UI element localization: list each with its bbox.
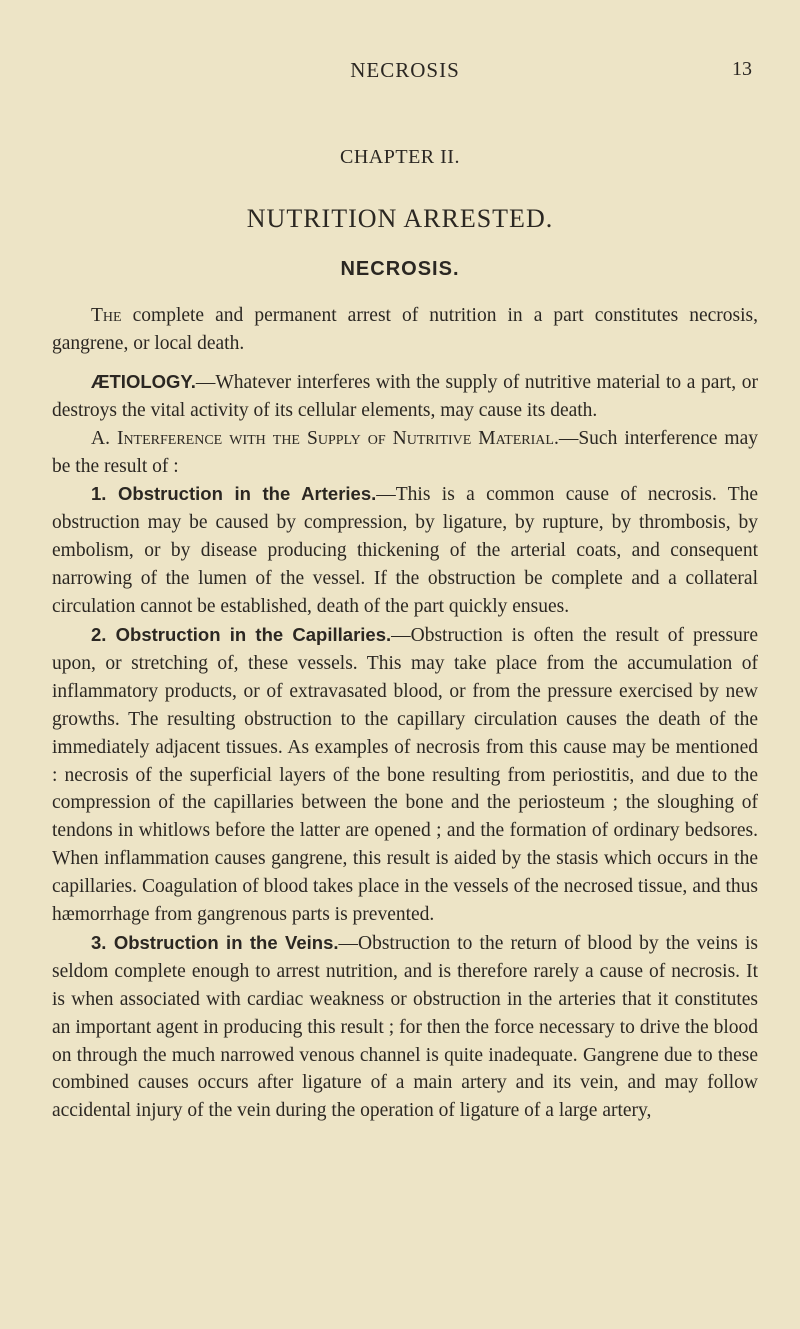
intro-lead-word: The [91,305,122,326]
subsection-a-heading: A. Interference with the Supply of Nutritive Material. [91,427,559,449]
item-veins-paragraph [52,929,758,1125]
aetiology-paragraph [52,368,758,425]
subsection-a-text: —Such interference may be the result of : [52,427,758,477]
running-head [52,58,758,84]
subsection-a-paragraph [52,425,758,481]
item-veins-text: —Obstruction to the return of blood by the veins is seldom complete enough to arrest nutrition, and is therefore rarely a cause of necrosis. It is when associated with cardiac weakness or obstruction in the arteries that it constitutes an important agent in producing this result ; for then the force necessary to drive the blood on through the much narrowed venous channel is quite inadequate. Gangrene due to these combined causes occurs after ligature of a main artery and its vein, and may follow accidental injury of the vein during the operation of ligature of a large artery, [52,932,758,1122]
running-title: NECROSIS [350,58,460,82]
item-arteries-text: —This is a common cause of necrosis. The obstruction may be caused by compression, by ligature, by rupture, by thrombosis, by embolism, or by disease producing thickening of the arterial coats, and consequent narrowing of the lumen of the vessel. If the obstruction be complete and a collateral circulation cannot be established, death of the part quickly ensues. [52,484,759,618]
part-title: NUTRITION ARRESTED. [246,204,554,233]
item-capillaries-heading: 2. Obstruction in the Capillaries. [91,623,392,645]
item-veins-heading: 3. Obstruction in the Veins. [91,931,339,953]
intro-text: complete and permanent arrest of nutrition in a part constitutes necrosis, gangrene, or local death. [52,305,758,354]
item-arteries-heading: 1. Obstruction in the Arteries. [91,483,377,505]
section-title: NECROSIS. [340,258,460,280]
body-text [52,302,758,1125]
aetiology-text: —Whatever interferes with the supply of nutritive material to a part, or destroys the vital activity of its cellular elements, may cause its death. [52,371,758,421]
intro-paragraph [52,302,758,358]
chapter-heading: CHAPTER II. [340,146,460,168]
page-number: 13 [732,58,752,80]
item-arteries-paragraph [52,480,758,621]
aetiology-heading: ÆTIOLOGY. [91,370,196,392]
item-capillaries-text: —Obstruction is often the result of pressure upon, or stretching of, these vessels. This may take place from the accumulation of inflammatory products, or of extravasated blood, or from the pressure exercised by new growths. The resulting obstruction to the capillary circulation causes the death of the immediately adjacent tissues. As examples of necrosis from this cause may be mentioned : necrosis of the superficial layers of the bone resulting from periostitis, and due to the compression of the capillaries between the bone and the periosteum ; the sloughing of tendons in whitlows before the latter are opened ; and the formation of ordinary bedsores. When inflammation causes gangrene, this result is aided by the stasis which occurs in the capillaries. Coagulation of blood takes place in the vessels of the necrosed tissue, and thus hæmorrhage from gangrenous parts is prevented. [52,624,758,926]
item-capillaries-paragraph [52,621,758,929]
